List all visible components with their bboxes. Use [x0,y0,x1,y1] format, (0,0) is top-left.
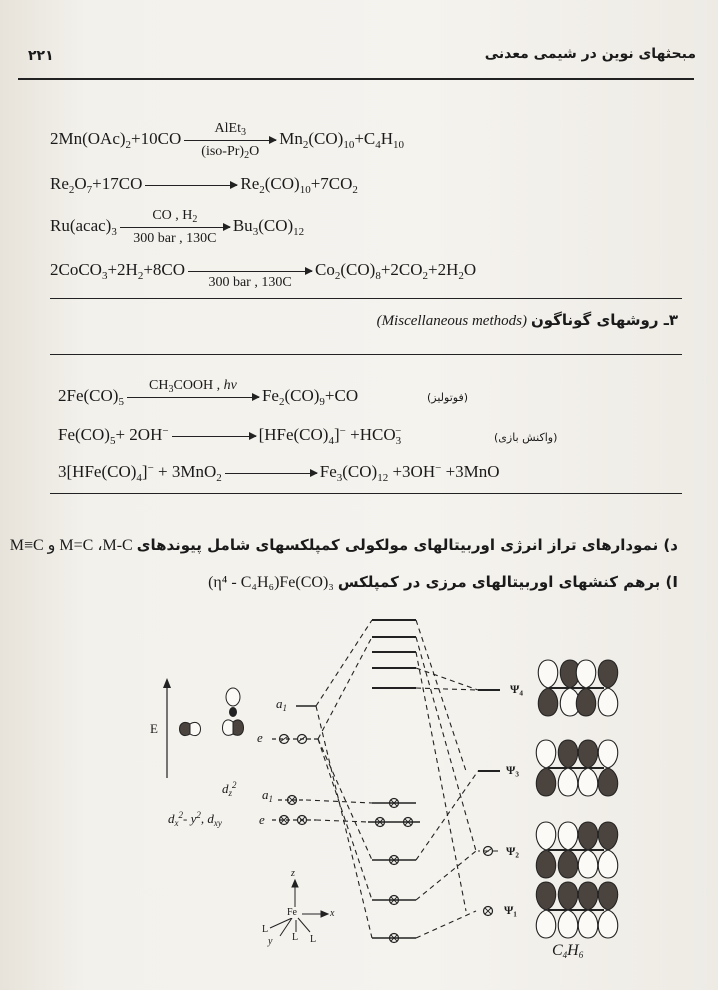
section-d-heading: د) نمودارهای تراز انرژی اوربیتالهای مولکولی کمپلکسهای شامل پیوندهای M≡C و M=C ،M-C [9,536,678,554]
psi2-label: Ψ₂ [506,844,519,858]
equation-fe3co12: $3[HFe(CO)_4]^- + 3MnO_2$ $Fe_3(CO)_{12} +3OH^- +3MnO$ [58,462,500,484]
label-a1-lower: $a_1$ [262,787,273,804]
label-e-lower: e [259,812,265,827]
reaction-arrow [172,436,256,437]
label-dz2: $d_z^2$ [222,780,237,798]
mo-energy-diagram [0,600,718,990]
fragment-orbital-pictures [180,688,244,736]
photolysis-note: (فوتولیز) [427,391,469,404]
reaction-arrow [145,185,237,186]
label-a1-upper: $a_1$ [276,696,287,713]
reaction-arrow: CO , $H_2$ 300 bar , 130C [120,227,230,228]
reaction-arrow [225,473,317,474]
ligand-l1-label: L [262,924,269,935]
ligand-l3-label: L [310,934,317,945]
coordinate-axes-sketch [270,880,328,936]
label-e-upper: e [257,730,263,745]
section-rule [50,298,682,299]
label-dx2-y2-dxy: $d_x^2-$ $y^2$, $d_{xy}$ [168,810,222,828]
fe-center-label: Fe [287,907,297,918]
header-rule [18,78,694,80]
butadiene-orbital-psi1 [536,882,618,938]
butadiene-label: $C_4H_6$ [552,942,584,960]
butadiene-orbital-psi2 [536,822,618,878]
psi4-label: Ψ₄ [510,682,523,696]
butadiene-orbital-psi4 [538,660,618,716]
reaction-arrow: 300 bar , 130C [188,271,312,272]
psi1-label: Ψ₁ [504,903,517,917]
equation-hfeco4: $Fe(CO)_5+ 2OH^-$ $[HFe(CO)_4]^- +HCO_3^-$ [58,425,402,447]
energy-axis-label: E [150,721,158,736]
subsection-i-heading: I) برهم کنشهای اوربیتالهای مرزی در کمپلکس (η⁴ - C₄H₆)Fe(CO)₃ [208,573,678,591]
butadiene-orbital-psi3 [536,740,618,796]
running-title: مبحثهای نوین در شیمی معدنی [484,46,696,62]
section-rule [50,354,682,355]
psi3-label: Ψ₃ [506,763,519,777]
reaction-arrow: AlEt$_3$ $(iso-Pr)_2O$ [184,140,276,141]
ligand-l2-label: L [292,932,299,943]
section-rule [50,493,682,494]
axis-x-label: x [330,908,335,919]
equation-bu3co12: $Ru(acac)_3$ CO , $H_2$ 300 bar , 130C $Bu_3(CO)_{12}$ [50,207,305,246]
axis-y-label: y [268,936,273,947]
reaction-arrow: $CH_3COOH$ , hv [127,397,259,398]
energy-axis-arrow [163,678,171,778]
section-3-heading: ۳ـ روشهای گوناگون (Miscellaneous methods) [376,311,678,329]
axis-z-label: z [291,868,295,879]
equation-fe2co9: $2Fe(CO)_5$ $CH_3COOH$ , hv $Fe_2(CO)_9+CO$ [58,377,359,408]
basic-reaction-note: (واکنش بازی) [494,431,558,444]
equation-mn2co10: $2Mn(OAc)_2+10CO$ AlEt$_3$ $(iso-Pr)_2O$ $Mn_2(CO)_{10}+C_4H_{10}$ [50,120,405,161]
equation-co2co8: $2CoCO_3+2H_2+8CO$ 300 bar , 130C $Co_2(CO)_8+2CO_2+2H_2O$ [50,260,477,290]
equation-re2co10: $Re_2O_7+17CO$ $Re_2(CO)_{10}+7CO_2$ [50,174,358,196]
page-number: ۲۲۱ [28,48,54,64]
